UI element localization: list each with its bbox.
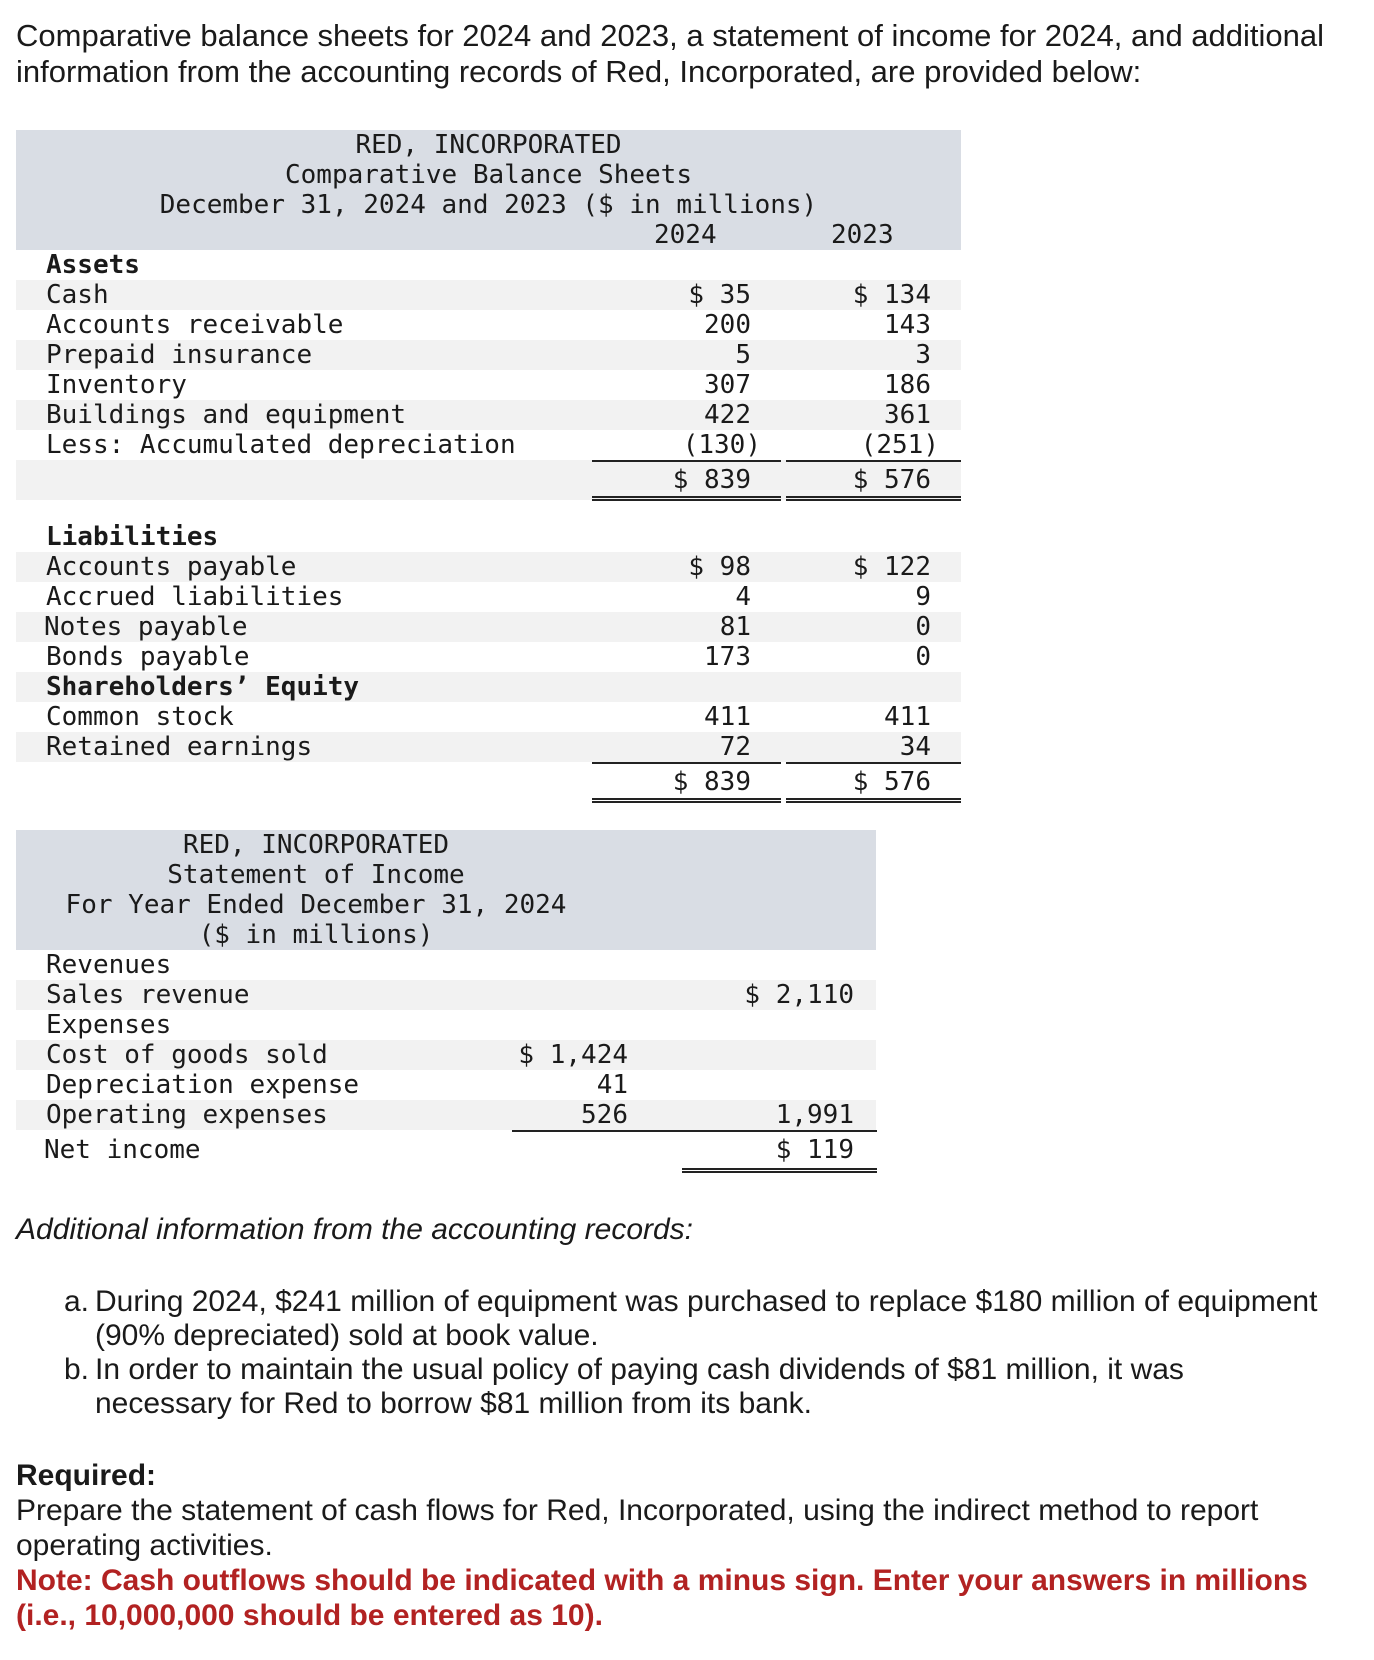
table-row: [16, 280, 961, 310]
value-2024: 5: [735, 340, 751, 370]
row-label: Prepaid insurance: [46, 340, 313, 370]
value-2024: 72: [719, 732, 751, 762]
table-row: [16, 370, 961, 400]
assets-total-2024: $ 839: [672, 465, 751, 495]
table-row: [16, 552, 961, 582]
assets-total-row: [16, 460, 961, 500]
bs-period: December 31, 2024 and 2023 ($ in millions): [159, 190, 818, 220]
required-text: Prepare the statement of cash flows for Red, Incorporated, using the indirect method to report operating activities.: [16, 1494, 1259, 1562]
cogs-value: $ 1,424: [518, 1040, 628, 1070]
required-section: [16, 1458, 1361, 1633]
row-label: Cost of goods sold: [46, 1040, 328, 1070]
is-header: [16, 830, 876, 950]
row-label: Inventory: [46, 370, 187, 400]
list-item: [64, 1353, 1324, 1421]
bs-col-2024: 2024: [654, 220, 717, 250]
value-2024: 411: [704, 702, 751, 732]
net-income-row: [16, 1130, 876, 1170]
item-text: In order to maintain the usual policy of paying cash dividends of $81 million, it was necessary for Red to borrow $81 million from its bank.: [95, 1353, 1184, 1420]
row-label: Operating expenses: [46, 1100, 328, 1130]
is-period: For Year Ended December 31, 2024: [65, 890, 567, 920]
additional-info-heading: Additional information from the accounting records:: [16, 1213, 694, 1246]
table-row: [16, 732, 961, 762]
row-label: Common stock: [46, 702, 234, 732]
value-2023: 361: [884, 400, 931, 430]
row-label: Less: Accumulated depreciation: [46, 430, 516, 460]
bs-company: RED, INCORPORATED: [355, 130, 622, 160]
item-text: During 2024, $241 million of equipment was purchased to replace $180 million of equipment (90% depreciated) sold at book value.: [95, 1285, 1318, 1352]
double-underline: [592, 798, 781, 803]
list-item: [64, 1285, 1324, 1353]
table-row: [16, 612, 961, 642]
is-units: ($ in millions): [198, 920, 434, 950]
liabilities-heading-row: [16, 522, 961, 552]
value-2023: 411: [884, 702, 931, 732]
balance-sheet-table: [16, 130, 961, 802]
additional-info-list: [64, 1285, 1324, 1421]
depreciation-value: 41: [596, 1070, 628, 1100]
is-company: RED, INCORPORATED: [182, 830, 450, 860]
row-label: Accrued liabilities: [46, 582, 344, 612]
equity-heading: Shareholders’ Equity: [46, 672, 360, 702]
table-row: [16, 340, 961, 370]
opex-value: 526: [581, 1100, 628, 1130]
net-income-value: $ 119: [775, 1135, 854, 1165]
le-total-row: [16, 762, 961, 802]
value-2023: $ 134: [852, 280, 931, 310]
row-label: Depreciation expense: [46, 1070, 360, 1100]
value-2024: 173: [704, 642, 751, 672]
value-2023: 0: [915, 642, 931, 672]
le-total-2024: $ 839: [672, 767, 751, 797]
expenses-heading: Expenses: [46, 1010, 172, 1040]
required-heading: Required:: [16, 1459, 157, 1492]
income-statement-table: [16, 830, 876, 1170]
row-label: Retained earnings: [46, 732, 313, 762]
table-row: [16, 702, 961, 732]
assets-heading: Assets: [46, 250, 140, 280]
equity-heading-row: [16, 672, 961, 702]
item-marker: b.: [64, 1353, 90, 1386]
table-row: [16, 950, 876, 980]
required-note: Note: Cash outflows should be indicated with a minus sign. Enter your answers in millions (i.e., 10,000,000 should be entered as 10).: [16, 1564, 1308, 1632]
value-2023: 9: [915, 582, 931, 612]
balance-sheet-header: [16, 130, 961, 250]
value-2024: 200: [704, 310, 751, 340]
bs-title: Comparative Balance Sheets: [285, 160, 692, 190]
row-label: Accounts receivable: [46, 310, 344, 340]
value-2024: $ 98: [688, 552, 751, 582]
value-2023: 186: [884, 370, 931, 400]
le-total-2023: $ 576: [852, 767, 931, 797]
bs-column-headers: [16, 220, 961, 250]
double-underline: [786, 798, 961, 803]
is-title: Statement of Income: [167, 860, 465, 890]
table-row: [16, 582, 961, 612]
table-row: [16, 1040, 876, 1070]
value-2024: $ 35: [688, 280, 751, 310]
net-income-label: Net income: [44, 1135, 201, 1165]
row-label: Bonds payable: [46, 642, 250, 672]
bs-col-2023: 2023: [831, 220, 894, 250]
value-2023: 3: [915, 340, 931, 370]
item-marker: a.: [64, 1285, 90, 1318]
liabilities-heading: Liabilities: [46, 522, 219, 552]
value-2024: (130): [682, 430, 761, 460]
value-2023: $ 122: [852, 552, 931, 582]
table-row: [16, 430, 961, 460]
value-2023: 0: [915, 612, 931, 642]
spacer: [16, 500, 961, 522]
value-2024: 4: [735, 582, 751, 612]
row-label: Cash: [46, 280, 109, 310]
row-label: Buildings and equipment: [46, 400, 407, 430]
assets-total-2023: $ 576: [852, 465, 931, 495]
sales-value: $ 2,110: [744, 980, 854, 1010]
table-row: [16, 1100, 876, 1130]
table-row: [16, 1010, 876, 1040]
row-label: Sales revenue: [46, 980, 250, 1010]
row-label: Accounts payable: [46, 552, 297, 582]
row-label: Notes payable: [44, 612, 248, 642]
value-2023: 143: [884, 310, 931, 340]
intro-text: Comparative balance sheets for 2024 and 2023, a statement of income for 2024, and additional information from the accounting records of Red, Incorporated, are provided below:: [16, 18, 1325, 89]
table-row: [16, 642, 961, 672]
revenues-heading: Revenues: [46, 950, 172, 980]
double-underline: [682, 1168, 877, 1173]
value-2023: 34: [899, 732, 931, 762]
value-2024: 307: [704, 370, 751, 400]
table-row: [16, 400, 961, 430]
table-row: [16, 980, 876, 1010]
table-row: [16, 1070, 876, 1100]
total-expenses-value: 1,991: [775, 1100, 854, 1130]
value-2024: 422: [704, 400, 751, 430]
table-row: [16, 310, 961, 340]
assets-heading-row: [16, 250, 961, 280]
value-2024: 81: [719, 612, 751, 642]
value-2023: (251): [860, 430, 939, 460]
